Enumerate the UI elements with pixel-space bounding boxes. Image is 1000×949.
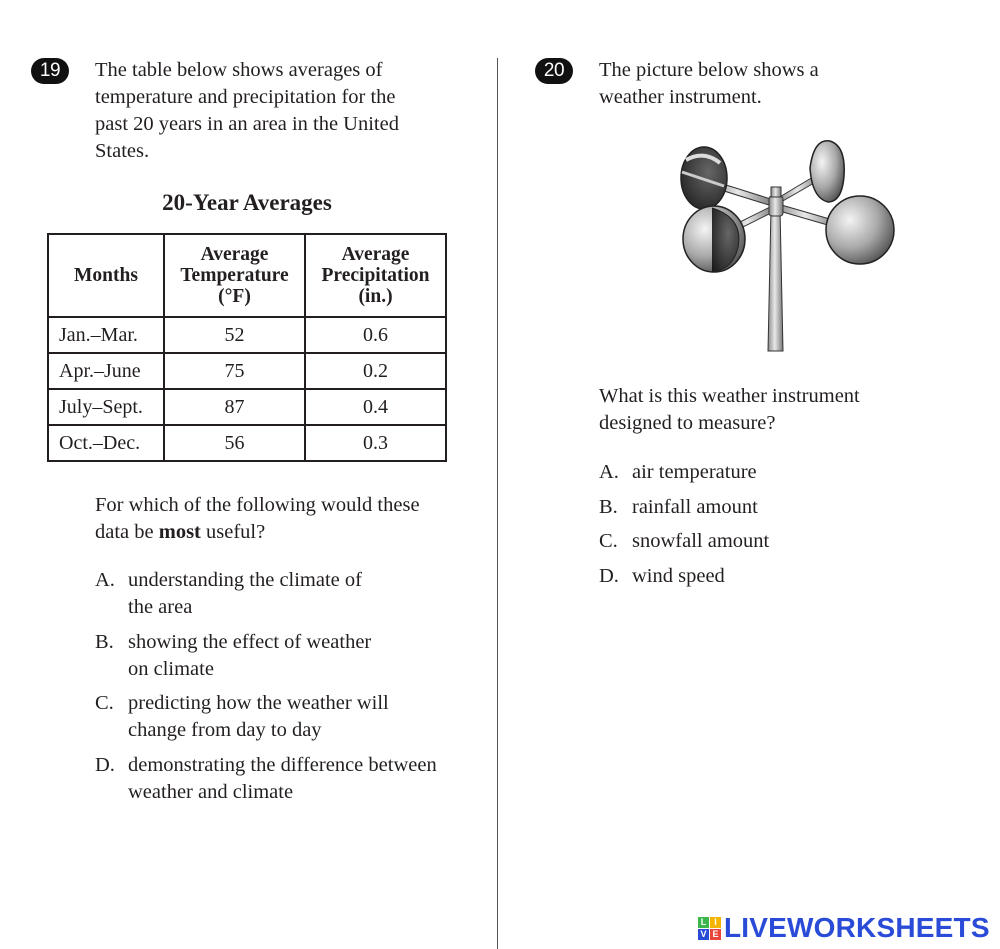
logo-mark-icon: L I V E [698, 917, 721, 940]
cell-temperature: 87 [164, 389, 305, 425]
cup-lower-left [683, 206, 745, 272]
table-row [48, 389, 446, 425]
q20-option-d[interactable]: D. wind speed [599, 565, 725, 587]
cell-month: Apr.–June [48, 353, 164, 389]
question-number-19: 19 [31, 58, 69, 84]
column-divider [497, 58, 498, 949]
hub [769, 187, 783, 216]
table-row [48, 425, 446, 461]
cell-precipitation: 0.3 [305, 425, 446, 461]
q20-option-b[interactable]: B. rainfall amount [599, 496, 758, 518]
question-19-prompt: For which of the following would these data be most useful? [95, 494, 420, 543]
logo-text: LIVEWORKSHEETS [724, 912, 990, 943]
table-header-row [48, 234, 446, 317]
q19-option-b[interactable]: B. showing the effect of weather on climate [95, 631, 372, 680]
table-row [48, 317, 446, 353]
q19-option-c[interactable]: C. predicting how the weather will change from day to day [95, 692, 389, 741]
emphasis-most: most [158, 521, 201, 543]
table-row [48, 353, 446, 389]
q20-option-c[interactable]: C. snowfall amount [599, 530, 770, 552]
liveworksheets-logo[interactable] [698, 912, 990, 944]
header-months: Months [48, 234, 164, 317]
question-20-prompt: What is this weather instrument designed to measure? [599, 385, 860, 434]
cell-month: July–Sept. [48, 389, 164, 425]
cell-temperature: 75 [164, 353, 305, 389]
q19-option-d[interactable]: D. demonstrating the difference between weather and climate [95, 754, 437, 803]
cell-temperature: 52 [164, 317, 305, 353]
question-20-stem: The picture below shows a weather instrument. [599, 59, 819, 108]
cell-precipitation: 0.6 [305, 317, 446, 353]
table-title: 20-Year Averages [162, 190, 332, 215]
question-number-20: 20 [535, 58, 573, 84]
cell-precipitation: 0.4 [305, 389, 446, 425]
header-temperature: Average Temperature (°F) [164, 234, 305, 317]
cell-month: Jan.–Mar. [48, 317, 164, 353]
cup-upper-right [810, 141, 844, 202]
cup-right [826, 196, 894, 264]
header-precipitation: Average Precipitation (in.) [305, 234, 446, 317]
cell-precipitation: 0.2 [305, 353, 446, 389]
anemometer-image [672, 138, 902, 358]
averages-table [47, 233, 447, 462]
q20-option-a[interactable]: A. air temperature [599, 461, 757, 483]
cell-month: Oct.–Dec. [48, 425, 164, 461]
pole [768, 208, 783, 351]
q19-option-a[interactable]: A. understanding the climate of the area [95, 569, 362, 618]
cup-upper-left [681, 147, 727, 209]
cell-temperature: 56 [164, 425, 305, 461]
question-19-stem: The table below shows averages of temperature and precipitation for the past 20 years in an area in the United States. [95, 59, 399, 162]
